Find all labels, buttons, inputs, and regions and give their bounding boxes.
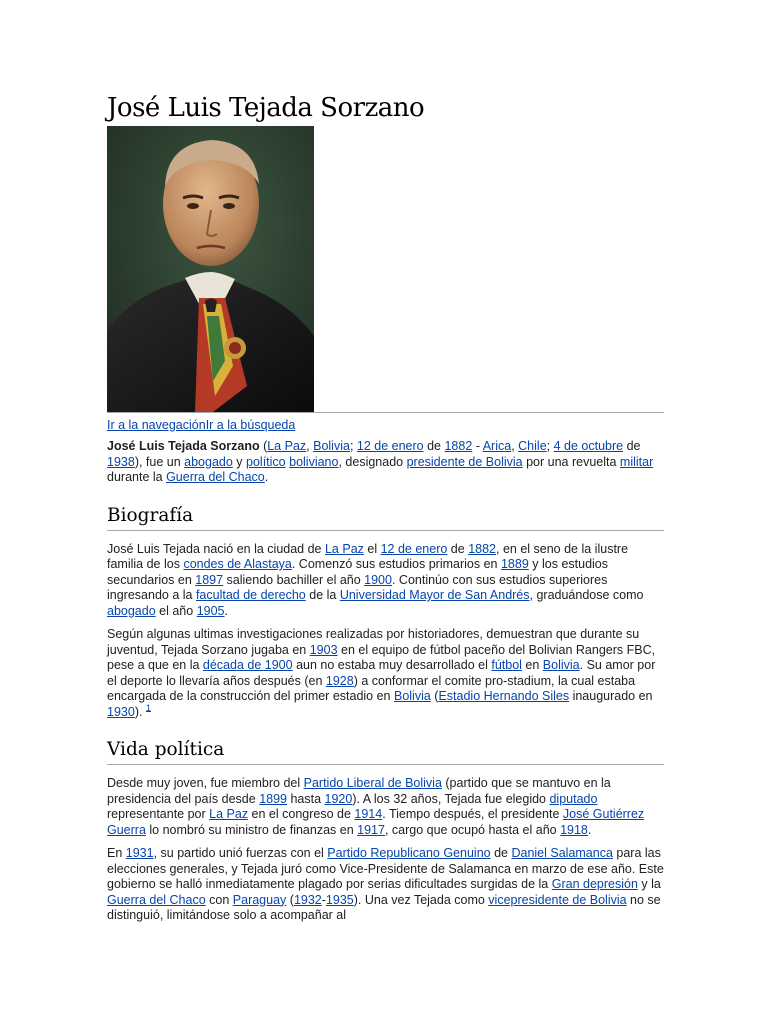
text: y la — [637, 877, 661, 891]
wiki-link[interactable]: fútbol — [491, 658, 522, 672]
wiki-link[interactable]: 1917 — [357, 822, 385, 837]
text: ), fue un — [134, 454, 185, 469]
wiki-link[interactable]: 1882 — [444, 439, 473, 453]
text: . Comenzó sus estudios primarios en — [291, 557, 501, 571]
wiki-link[interactable]: presidente de Bolivia — [406, 454, 523, 469]
wiki-link[interactable]: Partido Republicano Genuino — [327, 846, 491, 860]
portrait-image[interactable] — [107, 126, 314, 412]
text: (partido que se mantuvo en la presidencia del país desde — [107, 776, 611, 806]
wiki-link[interactable]: José Gutiérrez Guerra — [107, 807, 645, 837]
divider — [107, 412, 664, 413]
bold-text: José Luis Tejada Sorzano — [107, 439, 260, 453]
wiki-link[interactable]: 1938 — [107, 454, 135, 469]
jump-to-search-link[interactable]: Ir a la búsqueda — [205, 418, 296, 432]
section-heading: Vida política — [107, 737, 664, 765]
text: Desde muy joven, fue miembro del — [107, 776, 304, 790]
text: , — [511, 439, 519, 453]
text: en el equipo de fútbol paceño del Bolivian Rangers FBC, pese a que en la — [107, 642, 656, 672]
text: - — [321, 892, 326, 907]
text: hasta — [287, 791, 325, 806]
wiki-link[interactable]: 1931 — [125, 846, 154, 860]
wiki-link[interactable]: 4 de octubre — [553, 439, 624, 453]
article-body — [107, 439, 664, 932]
text: de — [447, 541, 469, 556]
wiki-link[interactable]: 1899 — [259, 791, 287, 806]
wiki-link[interactable]: diputado — [549, 791, 598, 806]
wiki-link[interactable]: abogado — [184, 454, 233, 469]
text: , cargo que ocupó hasta el año — [384, 822, 561, 837]
text: ( — [430, 689, 439, 703]
text: en el congreso de — [248, 807, 355, 821]
text: Según algunas ultimas investigaciones realizadas por historiadores, demuestran que durante su juventud, Tejada Sorzano jugaba en — [107, 627, 640, 657]
paragraph — [107, 542, 664, 620]
text: el año — [155, 603, 197, 618]
jump-links — [107, 417, 295, 433]
wiki-link[interactable]: 1920 — [324, 791, 353, 806]
wiki-link[interactable]: 12 de enero — [356, 439, 424, 453]
wiki-link[interactable]: 1918 — [560, 822, 588, 837]
wiki-link[interactable]: abogado — [107, 603, 156, 618]
text: para las elecciones generales, y Tejada juró como Vice-Presidente de Salamanca en marzo de ese año. Este gobierno se halló inmediatamente plagado por serias dificultades surgidas de la — [107, 846, 664, 891]
wiki-link[interactable]: 1914 — [354, 807, 383, 821]
wiki-link[interactable]: 1889 — [500, 557, 529, 571]
wiki-link[interactable]: Bolivia — [393, 689, 431, 703]
text: de — [623, 439, 641, 453]
wiki-link[interactable]: 1900 — [364, 572, 392, 587]
text: durante la — [107, 470, 167, 484]
wiki-link[interactable]: Gran depresión — [551, 877, 638, 891]
jump-to-navigation-link[interactable]: Ir a la navegación — [107, 418, 206, 432]
text: de — [423, 439, 445, 453]
wiki-link[interactable]: 1930 — [107, 704, 135, 719]
wiki-link[interactable]: 1903 — [309, 642, 338, 657]
text: ) a conformar el comite pro-stadium, la cual estaba encargada de la construcción del primer estadio en — [107, 673, 636, 703]
paragraph — [107, 846, 664, 924]
wiki-link[interactable]: 1897 — [195, 572, 224, 587]
text: y — [232, 454, 247, 469]
wiki-link[interactable]: Daniel Salamanca — [511, 846, 613, 860]
text: , su partido unió fuerzas con el — [153, 846, 328, 860]
wiki-link[interactable]: 1935 — [325, 892, 354, 907]
reference-link[interactable]: 1 — [145, 702, 151, 713]
wiki-link[interactable]: Partido Liberal de Bolivia — [303, 776, 442, 790]
wiki-link[interactable]: La Paz — [267, 439, 307, 453]
text: lo nombró su ministro de finanzas en — [145, 822, 358, 837]
superscript — [146, 702, 151, 712]
wiki-link[interactable]: década de 1900 — [202, 658, 293, 672]
text: José Luis Tejada nació en la ciudad de — [107, 541, 325, 556]
page-title: José Luis Tejada Sorzano — [107, 93, 425, 123]
text: En — [107, 846, 126, 860]
text: , — [306, 439, 314, 453]
wiki-link[interactable]: Estadio Hernando Siles — [438, 689, 570, 703]
wiki-link[interactable]: boliviano — [289, 454, 339, 469]
paragraph — [107, 776, 664, 838]
wiki-link[interactable]: facultad de derecho — [195, 588, 306, 602]
text: - — [472, 439, 483, 453]
wiki-link[interactable]: Universidad Mayor de San Andrés — [339, 588, 530, 602]
text: en — [521, 658, 543, 672]
text: ( — [286, 892, 294, 907]
text: no se distinguió, limitándose solo a acompañar al — [107, 892, 661, 922]
intro-paragraph — [107, 439, 664, 486]
text: , designado — [338, 454, 407, 469]
text: ). A los 32 años, Tejada fue elegido — [352, 791, 550, 806]
wiki-link[interactable]: Chile — [518, 439, 547, 453]
wiki-link[interactable]: vicepresidente de Bolivia — [488, 892, 627, 907]
text: saliendo bachiller el año — [223, 572, 365, 587]
section-heading: Biografía — [107, 503, 664, 531]
paragraph — [107, 627, 664, 720]
wiki-link[interactable]: militar — [619, 454, 654, 469]
wiki-link[interactable]: Guerra del Chaco — [166, 470, 265, 484]
text: ; — [546, 439, 554, 453]
wiki-link[interactable]: Guerra del Chaco — [107, 892, 206, 907]
text: por una revuelta — [522, 454, 620, 469]
wiki-link[interactable]: 1882 — [468, 541, 496, 556]
text: inaugurado en — [569, 689, 653, 703]
wiki-link[interactable]: 1928 — [325, 673, 354, 688]
text: de la — [305, 588, 340, 602]
wiki-link[interactable]: 1932 — [293, 892, 322, 907]
wiki-link[interactable]: Bolivia — [542, 658, 580, 672]
text: . — [224, 603, 228, 618]
text: ; — [349, 439, 357, 453]
wiki-link[interactable]: Arica — [482, 439, 512, 453]
text: , en el seno de la ilustre familia de los — [107, 541, 629, 571]
wiki-link[interactable]: 1905 — [196, 603, 225, 618]
text: . — [264, 470, 269, 484]
wiki-link[interactable]: político — [246, 454, 286, 469]
text: aun no estaba muy desarrollado el — [292, 658, 492, 672]
wiki-link[interactable]: La Paz — [324, 541, 364, 556]
text: con — [205, 892, 233, 907]
text: ). — [134, 704, 146, 719]
text: . Tiempo después, el presidente — [382, 807, 563, 821]
text: representante por — [107, 807, 210, 821]
text: ). Una vez Tejada como — [353, 892, 489, 907]
wiki-link[interactable]: 12 de enero — [380, 541, 448, 556]
wiki-link[interactable]: La Paz — [209, 807, 249, 821]
text: de — [490, 846, 512, 860]
text: . — [587, 822, 592, 837]
text: el — [363, 541, 381, 556]
text: ( — [259, 439, 268, 453]
wiki-link[interactable]: condes de Alastaya — [183, 557, 292, 571]
text: . Continúo con sus estudios superiores ingresando a la — [107, 572, 608, 602]
wiki-link[interactable]: Paraguay — [232, 892, 287, 907]
text: y los estudios secundarios en — [107, 557, 609, 587]
text: , graduándose como — [529, 588, 644, 602]
wiki-link[interactable]: Bolivia — [313, 439, 350, 453]
text: . Su amor por el deporte lo llevaría años después (en — [107, 658, 656, 688]
